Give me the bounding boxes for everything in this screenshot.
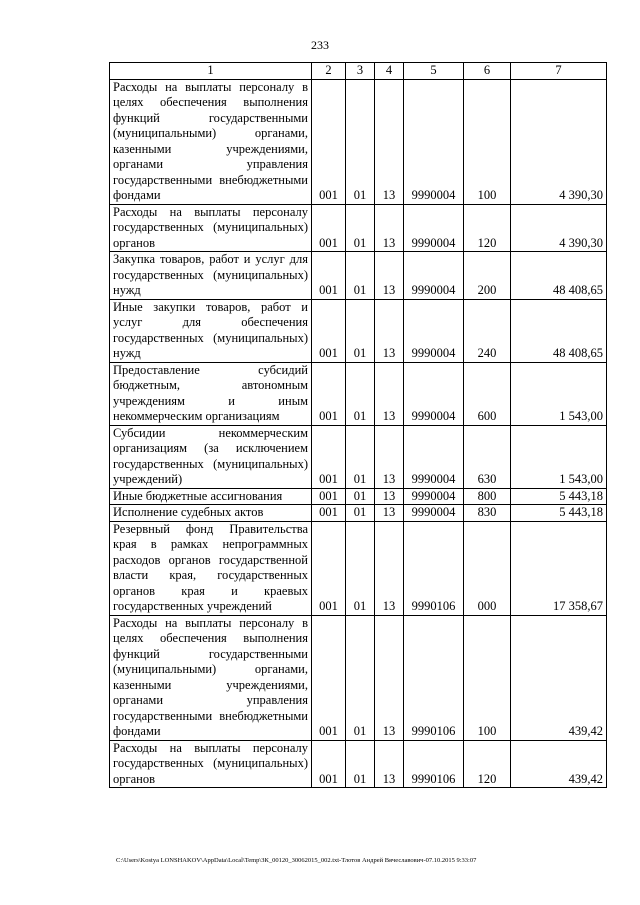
row-expense-type: 600 xyxy=(464,362,511,425)
row-subsection: 13 xyxy=(375,252,404,300)
row-target-article: 9990004 xyxy=(404,299,464,362)
row-target-article: 9990106 xyxy=(404,740,464,788)
row-description: Расходы на выплаты персоналу в целях обеспечения выполнения функций государственными (муниципальными) органами, казенными учреждениями, органами управления государственными внебюджетными фондами xyxy=(110,615,312,740)
table-row xyxy=(110,505,607,522)
row-amount: 48 408,65 xyxy=(511,252,607,300)
row-section: 01 xyxy=(346,425,375,488)
row-description: Предоставление субсидий бюджетным, автономным учреждениям и иным некоммерческим организациям xyxy=(110,362,312,425)
row-expense-type: 100 xyxy=(464,615,511,740)
row-section: 01 xyxy=(346,615,375,740)
row-section: 01 xyxy=(346,252,375,300)
row-admin-code: 001 xyxy=(312,488,346,505)
row-amount: 48 408,65 xyxy=(511,299,607,362)
row-description: Закупка товаров, работ и услуг для государственных (муниципальных) нужд xyxy=(110,252,312,300)
row-target-article: 9990004 xyxy=(404,204,464,252)
row-section: 01 xyxy=(346,204,375,252)
row-amount: 439,42 xyxy=(511,615,607,740)
file-path-footer: C:\Users\Kostya LONSHAKOV\AppData\Local\Temp\ЗК_00120_30062015_002.txt-Тлотов Андрей Вячеславович-07.10.2015 9:33:07 xyxy=(116,857,477,864)
table-row xyxy=(110,425,607,488)
row-amount: 1 543,00 xyxy=(511,425,607,488)
row-subsection: 13 xyxy=(375,204,404,252)
row-subsection: 13 xyxy=(375,299,404,362)
row-section: 01 xyxy=(346,362,375,425)
row-target-article: 9990004 xyxy=(404,488,464,505)
row-description: Исполнение судебных актов xyxy=(110,505,312,522)
table-row xyxy=(110,362,607,425)
row-expense-type: 120 xyxy=(464,740,511,788)
header-col-4: 4 xyxy=(375,63,404,80)
row-expense-type: 830 xyxy=(464,505,511,522)
row-target-article: 9990004 xyxy=(404,505,464,522)
row-section: 01 xyxy=(346,740,375,788)
table-row xyxy=(110,740,607,788)
row-amount: 4 390,30 xyxy=(511,79,607,204)
row-target-article: 9990106 xyxy=(404,615,464,740)
row-subsection: 13 xyxy=(375,615,404,740)
row-admin-code: 001 xyxy=(312,79,346,204)
table-row xyxy=(110,299,607,362)
page-number: 233 xyxy=(311,38,329,52)
row-description: Субсидии некоммерческим организациям (за исключением государственных (муниципальных) учреждений) xyxy=(110,425,312,488)
table-row xyxy=(110,252,607,300)
row-section: 01 xyxy=(346,488,375,505)
row-amount: 4 390,30 xyxy=(511,204,607,252)
row-section: 01 xyxy=(346,299,375,362)
row-amount: 17 358,67 xyxy=(511,521,607,615)
row-expense-type: 000 xyxy=(464,521,511,615)
budget-table xyxy=(109,62,607,788)
row-amount: 5 443,18 xyxy=(511,488,607,505)
row-amount: 439,42 xyxy=(511,740,607,788)
row-section: 01 xyxy=(346,79,375,204)
row-description: Иные закупки товаров, работ и услуг для обеспечения государственных (муниципальных) нужд xyxy=(110,299,312,362)
row-subsection: 13 xyxy=(375,488,404,505)
row-amount: 1 543,00 xyxy=(511,362,607,425)
header-row xyxy=(110,63,607,80)
table-row xyxy=(110,79,607,204)
row-subsection: 13 xyxy=(375,79,404,204)
row-description: Резервный фонд Правительства края в рамках непрограммных расходов органов государственной власти края, государственных органов края и краевых государственных учреждений xyxy=(110,521,312,615)
row-amount: 5 443,18 xyxy=(511,505,607,522)
row-subsection: 13 xyxy=(375,740,404,788)
table-row xyxy=(110,204,607,252)
table-row xyxy=(110,488,607,505)
row-target-article: 9990004 xyxy=(404,252,464,300)
header-col-2: 2 xyxy=(312,63,346,80)
row-subsection: 13 xyxy=(375,425,404,488)
header-col-1: 1 xyxy=(110,63,312,80)
header-col-6: 6 xyxy=(464,63,511,80)
row-section: 01 xyxy=(346,505,375,522)
row-admin-code: 001 xyxy=(312,204,346,252)
row-admin-code: 001 xyxy=(312,521,346,615)
row-subsection: 13 xyxy=(375,521,404,615)
row-description: Расходы на выплаты персоналу в целях обеспечения выполнения функций государственными (муниципальными) органами, казенными учреждениями, органами управления государственными внебюджетными фондами xyxy=(110,79,312,204)
row-admin-code: 001 xyxy=(312,615,346,740)
table-row xyxy=(110,615,607,740)
row-target-article: 9990106 xyxy=(404,521,464,615)
row-description: Иные бюджетные ассигнования xyxy=(110,488,312,505)
table-row xyxy=(110,521,607,615)
row-admin-code: 001 xyxy=(312,505,346,522)
row-admin-code: 001 xyxy=(312,299,346,362)
row-subsection: 13 xyxy=(375,505,404,522)
row-admin-code: 001 xyxy=(312,740,346,788)
row-expense-type: 100 xyxy=(464,79,511,204)
row-admin-code: 001 xyxy=(312,362,346,425)
row-expense-type: 630 xyxy=(464,425,511,488)
header-col-3: 3 xyxy=(346,63,375,80)
row-expense-type: 800 xyxy=(464,488,511,505)
row-target-article: 9990004 xyxy=(404,79,464,204)
row-admin-code: 001 xyxy=(312,425,346,488)
row-expense-type: 120 xyxy=(464,204,511,252)
header-col-7: 7 xyxy=(511,63,607,80)
row-description: Расходы на выплаты персоналу государственных (муниципальных) органов xyxy=(110,204,312,252)
row-expense-type: 200 xyxy=(464,252,511,300)
row-target-article: 9990004 xyxy=(404,362,464,425)
row-description: Расходы на выплаты персоналу государственных (муниципальных) органов xyxy=(110,740,312,788)
row-subsection: 13 xyxy=(375,362,404,425)
header-col-5: 5 xyxy=(404,63,464,80)
row-expense-type: 240 xyxy=(464,299,511,362)
row-section: 01 xyxy=(346,521,375,615)
row-target-article: 9990004 xyxy=(404,425,464,488)
row-admin-code: 001 xyxy=(312,252,346,300)
